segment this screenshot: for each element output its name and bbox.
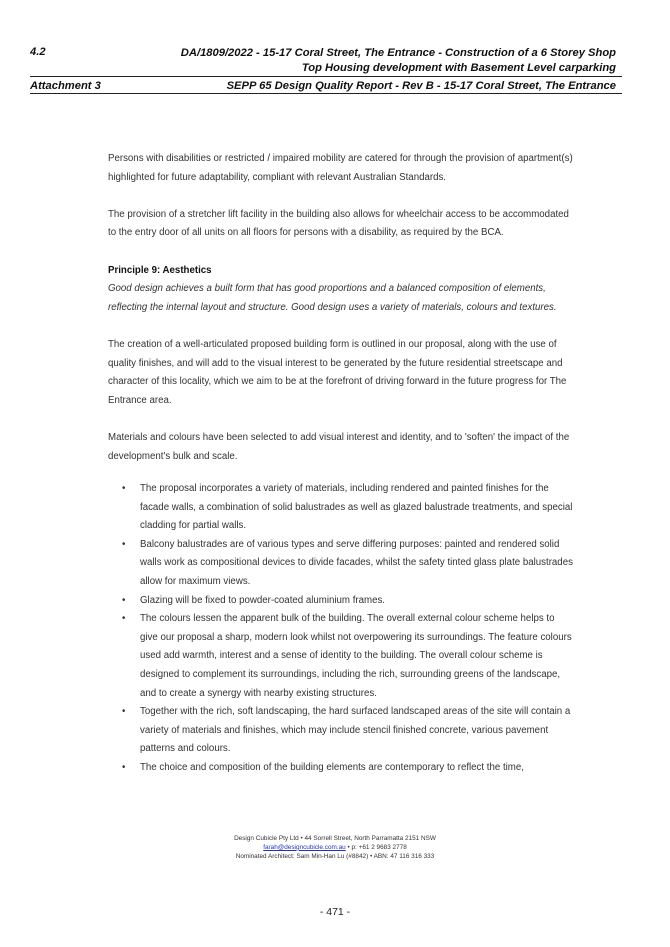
bullet-icon: •	[122, 483, 126, 495]
footer-architect: Nominated Architect: Sam Min-Han Lu (#8842) • ABN: 47 116 316 333	[235, 852, 435, 860]
footer-company-address: Design Cubicle Pty Ltd • 44 Sorrell Street, North Parramatta 2151 NSW	[234, 835, 436, 842]
footer-phone: • p: +61 2 9683 2778	[345, 843, 407, 851]
header-rule-bottom	[30, 93, 622, 94]
paragraph-materials: Materials and colours have been selected to add visual interest and identity, and to 'soften' the impact of the development's bulk and scale.	[108, 431, 570, 462]
footer-email-link[interactable]: farah@designcubicle.com.au	[263, 843, 346, 851]
bullet-icon: •	[122, 538, 126, 550]
document-body	[108, 150, 574, 778]
item-number: 4.2	[30, 46, 46, 58]
list-item-text: The choice and composition of the building elements are contemporary to reflect the time,	[140, 762, 524, 773]
document-title-line1: DA/1809/2022 - 15-17 Coral Street, The Entrance - Construction of a 6 Storey Shop	[180, 47, 616, 59]
list-item-text: The colours lessen the apparent bulk of the building. The overall external colour scheme helps to give our proposal a sharp, modern look whilst not overpowering its surroundings. The feature colours used add warmth, interest and a sense of identity to the building. The overall colour scheme is designed to complement its surroundings, including the rich, surrounding greens of the landscape, and to create a synergy with nearby existing structures.	[140, 613, 572, 699]
bullet-icon: •	[122, 762, 126, 773]
bullet-icon: •	[122, 613, 126, 625]
paragraph-building-form: The creation of a well-articulated proposed building form is outlined in our proposal, along with the use of quality finishes, and will add to the visual interest to be generated by the future residential streetscape and character of this locality, which we aim to be at the forefront of driving forward in the future progress for The Entrance area.	[108, 338, 567, 406]
document-title	[146, 46, 616, 76]
report-title: SEPP 65 Design Quality Report - Rev B - 15-17 Coral Street, The Entrance	[226, 80, 616, 92]
aesthetics-bullet-list	[108, 480, 574, 778]
bullet-icon: •	[122, 706, 126, 718]
list-item-text: Balcony balustrades are of various types and serve differing purposes: painted and rendered solid walls work as compositional devices to divide facades, whilst the safety tinted glass plate balustrades allow for maximum views.	[140, 538, 573, 588]
page-footer	[0, 835, 670, 861]
bullet-icon: •	[122, 594, 126, 606]
list-item	[108, 759, 574, 778]
list-item-text: Together with the rich, soft landscaping, the hard surfaced landscaped areas of the site will contain a variety of materials and finishes, which may include stencil finished concrete, various pavement patterns and colours.	[140, 706, 571, 755]
list-item	[108, 536, 574, 592]
list-item	[108, 703, 574, 759]
list-item	[108, 610, 574, 703]
list-item	[108, 480, 574, 536]
list-item-text: The proposal incorporates a variety of materials, including rendered and painted finishes for the facade walls, a combination of solid balustrades as well as glazed balustrade treatments, and special cladding for partial walls.	[140, 483, 573, 532]
principle-intro: Good design achieves a built form that has good proportions and a balanced composition of elements, reflecting the internal layout and structure. Good design uses a variety of materials, colours and textures.	[108, 283, 557, 313]
list-item	[108, 592, 574, 611]
paragraph-stretcher-lift: The provision of a stretcher lift facility in the building also allows for wheelchair access to be accommodated to the entry door of all units on all floors for persons with a disability, as required by the BCA.	[108, 208, 569, 239]
footer-contact	[0, 844, 670, 853]
list-item-text: Glazing will be fixed to powder-coated aluminium frames.	[140, 594, 385, 606]
header-rule-top	[30, 76, 622, 77]
principle-heading: Principle 9: Aesthetics	[108, 264, 212, 276]
paragraph-accessibility: Persons with disabilities or restricted / impaired mobility are catered for through the provision of apartment(s) highlighted for future adaptability, compliant with relevant Australian Standards.	[108, 153, 573, 183]
document-title-line2: Top Housing development with Basement Level carparking	[301, 62, 616, 74]
page-number: - 471 -	[319, 906, 351, 918]
attachment-label: Attachment 3	[30, 80, 101, 92]
